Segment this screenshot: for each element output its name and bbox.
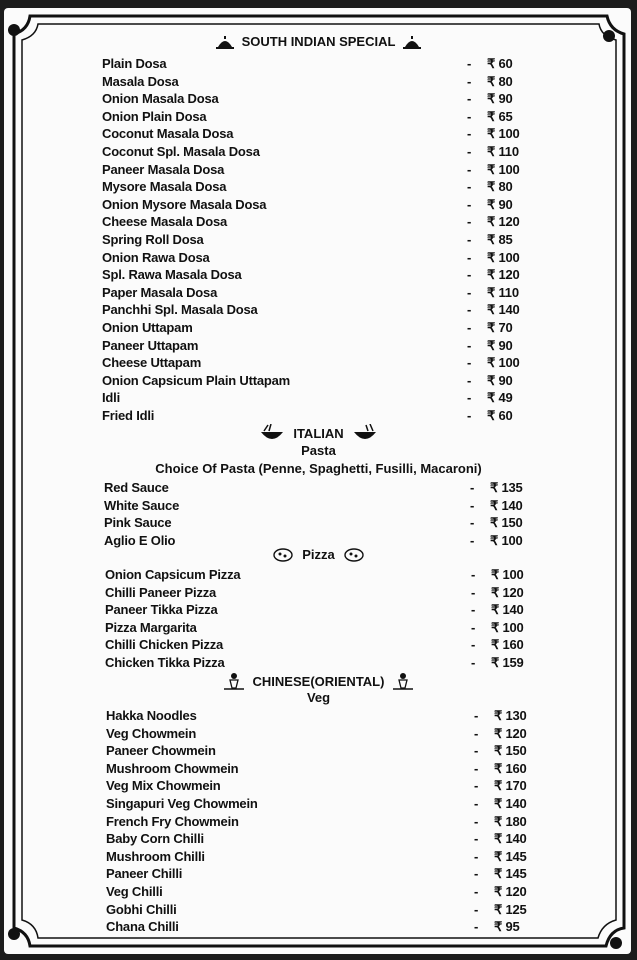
menu-item-price: ₹ 180	[494, 813, 527, 829]
menu-item-price: ₹ 85	[487, 232, 513, 247]
menu-item-separator: -	[474, 760, 479, 776]
menu-item-separator: -	[474, 725, 479, 741]
menu-item-row	[105, 567, 551, 584]
menu-item-name: French Fry Chowmein	[106, 813, 239, 829]
menu-item-name: Paneer Chowmein	[106, 743, 216, 759]
menu-item-price: ₹ 90	[487, 91, 513, 107]
menu-item-name: Onion Masala Dosa	[102, 91, 219, 107]
menu-item-row	[102, 373, 547, 390]
menu-item-price: ₹ 60	[487, 408, 513, 423]
menu-item-price: ₹ 130	[494, 708, 527, 723]
cloche-icon	[216, 35, 234, 49]
menu-item-name: Chilli Chicken Pizza	[105, 637, 224, 653]
menu-item-row	[102, 302, 547, 319]
menu-item-price: ₹ 100	[491, 567, 524, 582]
menu-item-price: ₹ 90	[487, 196, 513, 212]
menu-item-price: ₹ 80	[487, 73, 513, 89]
menu-item-row	[102, 91, 547, 108]
menu-item-separator: -	[467, 126, 472, 142]
menu-item-name: Spl. Rawa Masala Dosa	[102, 267, 242, 283]
menu-item-separator: -	[467, 232, 472, 247]
menu-item-price: ₹ 60	[487, 56, 513, 71]
menu-item-price: ₹ 140	[494, 831, 527, 847]
menu-item-name: Singapuri Veg Chowmein	[106, 796, 258, 811]
pasta-bowl-icon	[352, 424, 378, 442]
menu-item-row	[102, 162, 547, 179]
menu-item-name: Gobhi Chilli	[106, 901, 177, 917]
menu-item-row	[105, 655, 551, 672]
pizza-icon	[272, 546, 294, 562]
menu-item-separator: -	[471, 637, 476, 653]
menu-item-name: Cheese Masala Dosa	[102, 214, 228, 230]
menu-item-row	[104, 480, 550, 497]
menu-item-price: ₹ 70	[487, 320, 513, 335]
cloche-icon	[403, 35, 421, 49]
menu-item-name: Mushroom Chilli	[106, 848, 205, 864]
menu-item-separator: -	[467, 372, 472, 388]
menu-item-price: ₹ 110	[487, 144, 519, 159]
menu-item-separator: -	[467, 355, 472, 371]
menu-item-separator: -	[474, 813, 479, 829]
menu-item-name: Paneer Uttapam	[102, 337, 199, 353]
menu-item-price: ₹ 170	[494, 778, 527, 794]
menu-item-row	[104, 498, 550, 515]
menu-item-price: ₹ 159	[491, 655, 524, 670]
menu-item-row	[105, 602, 551, 619]
chef-icon	[392, 672, 414, 690]
menu-item-row	[105, 585, 551, 602]
menu-item-row	[102, 109, 547, 126]
pizza-header	[0, 546, 637, 565]
menu-item-price: ₹ 150	[494, 743, 527, 759]
menu-item-row	[102, 232, 547, 249]
menu-item-row	[106, 761, 554, 778]
menu-item-separator: -	[474, 919, 479, 935]
italian-header	[0, 424, 637, 445]
menu-item-price: ₹ 125	[494, 901, 527, 917]
menu-item-name: Onion Rawa Dosa	[102, 249, 210, 265]
menu-item-row	[106, 778, 554, 795]
menu-item-name: Chicken Tikka Pizza	[105, 655, 225, 670]
menu-item-name: Mysore Masala Dosa	[102, 179, 227, 195]
menu-item-separator: -	[467, 56, 472, 71]
menu-item-row	[102, 74, 547, 91]
menu-item-price: ₹ 90	[487, 337, 513, 353]
menu-item-row	[106, 796, 554, 813]
menu-item-separator: -	[474, 796, 479, 811]
menu-item-name: Paneer Chilli	[106, 866, 183, 882]
menu-item-name: Mushroom Chowmein	[106, 760, 239, 776]
menu-item-name: Masala Dosa	[102, 73, 179, 89]
menu-item-row	[102, 56, 547, 73]
menu-item-row	[102, 250, 547, 267]
menu-item-price: ₹ 49	[487, 390, 513, 406]
menu-item-row	[104, 515, 550, 532]
menu-item-row	[106, 919, 554, 936]
menu-item-row	[105, 620, 551, 637]
menu-item-separator: -	[467, 408, 472, 423]
menu-item-price: ₹ 160	[491, 637, 524, 653]
menu-item-separator: -	[467, 337, 472, 353]
menu-item-row	[106, 831, 554, 848]
menu-item-separator: -	[467, 91, 472, 107]
menu-item-price: ₹ 110	[487, 284, 519, 300]
menu-item-name: Coconut Spl. Masala Dosa	[102, 144, 260, 159]
menu-item-separator: -	[467, 161, 472, 177]
menu-item-row	[106, 902, 554, 919]
menu-item-row	[102, 144, 547, 161]
menu-item-row	[102, 338, 547, 355]
menu-item-name: Plain Dosa	[102, 56, 167, 71]
menu-item-price: ₹ 135	[490, 480, 523, 495]
menu-item-separator: -	[467, 267, 472, 283]
menu-item-separator: -	[467, 284, 472, 300]
menu-item-separator: -	[474, 743, 479, 759]
menu-item-row	[102, 267, 547, 284]
menu-item-name: Pink Sauce	[104, 515, 172, 531]
menu-item-separator: -	[470, 497, 475, 513]
menu-item-separator: -	[471, 602, 476, 618]
menu-item-separator: -	[467, 320, 472, 335]
menu-item-price: ₹ 95	[494, 919, 520, 935]
veg-heading: Veg	[306, 690, 331, 705]
menu-item-price: ₹ 100	[487, 161, 520, 177]
menu-item-name: Veg Chilli	[106, 884, 163, 899]
menu-item-row	[102, 355, 547, 372]
menu-item-name: Aglio E Olio	[104, 532, 176, 548]
menu-item-price: ₹ 140	[491, 602, 524, 618]
menu-item-price: ₹ 140	[490, 497, 523, 513]
menu-item-name: Fried Idli	[102, 408, 155, 423]
pasta-heading: Pasta	[301, 443, 336, 458]
menu-item-separator: -	[471, 567, 476, 582]
menu-item-name: Idli	[102, 390, 120, 406]
menu-item-separator: -	[470, 480, 475, 495]
chinese-title: CHINESE(ORIENTAL)	[252, 673, 385, 689]
menu-item-name: Panchhi Spl. Masala Dosa	[102, 302, 258, 318]
menu-item-price: ₹ 100	[490, 532, 523, 548]
menu-item-separator: -	[474, 778, 479, 794]
menu-item-separator: -	[467, 390, 472, 406]
menu-item-row	[102, 126, 547, 143]
south-indian-title: SOUTH INDIAN SPECIAL	[241, 34, 396, 49]
menu-item-name: Spring Roll Dosa	[102, 232, 204, 247]
menu-item-price: ₹ 160	[494, 760, 527, 776]
menu-item-separator: -	[474, 884, 479, 899]
menu-item-row	[102, 390, 547, 407]
menu-item-name: Coconut Masala Dosa	[102, 126, 234, 142]
menu-item-name: Chilli Paneer Pizza	[105, 584, 217, 600]
menu-item-price: ₹ 145	[494, 866, 527, 882]
menu-item-separator: -	[467, 249, 472, 265]
menu-item-name: Red Sauce	[104, 480, 169, 495]
menu-item-price: ₹ 120	[494, 884, 527, 899]
menu-item-name: Onion Uttapam	[102, 320, 193, 335]
italian-title: ITALIAN	[293, 425, 344, 441]
menu-item-separator: -	[474, 708, 479, 723]
menu-item-name: Veg Mix Chowmein	[106, 778, 221, 794]
menu-item-name: Chana Chilli	[106, 919, 179, 935]
pizza-title: Pizza	[302, 546, 335, 562]
menu-item-separator: -	[474, 848, 479, 864]
menu-item-price: ₹ 100	[487, 355, 520, 371]
pasta-choice-note: Choice Of Pasta (Penne, Spaghetti, Fusilli, Macaroni)	[155, 461, 482, 476]
menu-item-name: Paper Masala Dosa	[102, 284, 218, 300]
menu-item-price: ₹ 100	[487, 249, 520, 265]
menu-item-name: Paneer Tikka Pizza	[105, 602, 218, 618]
menu-item-row	[102, 408, 547, 425]
menu-item-row	[106, 866, 554, 883]
pizza-icon	[343, 546, 365, 562]
menu-item-row	[105, 637, 551, 654]
menu-item-price: ₹ 150	[490, 515, 523, 531]
menu-item-name: Onion Plain Dosa	[102, 108, 207, 124]
menu-item-price: ₹ 120	[487, 214, 520, 230]
menu-item-row	[102, 179, 547, 196]
menu-item-price: ₹ 120	[491, 584, 524, 600]
menu-item-name: Cheese Uttapam	[102, 355, 202, 371]
menu-item-name: White Sauce	[104, 497, 180, 513]
menu-item-name: Hakka Noodles	[106, 708, 197, 723]
menu-item-price: ₹ 100	[487, 126, 520, 142]
menu-item-row	[102, 285, 547, 302]
menu-item-price: ₹ 120	[494, 725, 527, 741]
menu-item-name: Paneer Masala Dosa	[102, 161, 225, 177]
menu-item-row	[106, 814, 554, 831]
menu-item-name: Pizza Margarita	[105, 619, 197, 635]
menu-item-price: ₹ 140	[494, 796, 527, 811]
menu-item-row	[106, 849, 554, 866]
menu-item-separator: -	[471, 655, 476, 670]
menu-item-separator: -	[470, 515, 475, 531]
menu-item-name: Veg Chowmein	[106, 725, 197, 741]
menu-item-separator: -	[471, 619, 476, 635]
menu-item-price: ₹ 140	[487, 302, 520, 318]
menu-item-row	[106, 726, 554, 743]
menu-item-separator: -	[467, 144, 472, 159]
menu-item-separator: -	[474, 866, 479, 882]
menu-item-price: ₹ 65	[487, 108, 513, 124]
menu-item-price: ₹ 80	[487, 179, 513, 195]
menu-item-name: Onion Capsicum Plain Uttapam	[102, 372, 290, 388]
menu-item-name: Onion Capsicum Pizza	[105, 567, 241, 582]
menu-item-row	[106, 708, 554, 725]
menu-item-row	[102, 320, 547, 337]
menu-item-separator: -	[471, 584, 476, 600]
menu-item-price: ₹ 120	[487, 267, 520, 283]
menu-item-name: Onion Mysore Masala Dosa	[102, 196, 267, 212]
menu-item-separator: -	[467, 179, 472, 195]
menu-item-row	[106, 743, 554, 760]
pasta-bowl-icon	[259, 424, 285, 442]
menu-item-separator: -	[467, 73, 472, 89]
menu-item-price: ₹ 90	[487, 372, 513, 388]
menu-item-separator: -	[470, 532, 475, 548]
menu-item-separator: -	[467, 302, 472, 318]
menu-item-separator: -	[467, 108, 472, 124]
menu-item-separator: -	[474, 831, 479, 847]
south-indian-header	[0, 34, 637, 52]
menu-item-separator: -	[474, 901, 479, 917]
menu-item-row	[102, 214, 547, 231]
menu-item-separator: -	[467, 196, 472, 212]
menu-item-separator: -	[467, 214, 472, 230]
menu-item-name: Baby Corn Chilli	[106, 831, 204, 847]
menu-item-row	[106, 884, 554, 901]
menu-item-price: ₹ 145	[494, 848, 527, 864]
menu-item-row	[102, 197, 547, 214]
chef-icon	[223, 672, 245, 690]
menu-item-price: ₹ 100	[491, 619, 524, 635]
